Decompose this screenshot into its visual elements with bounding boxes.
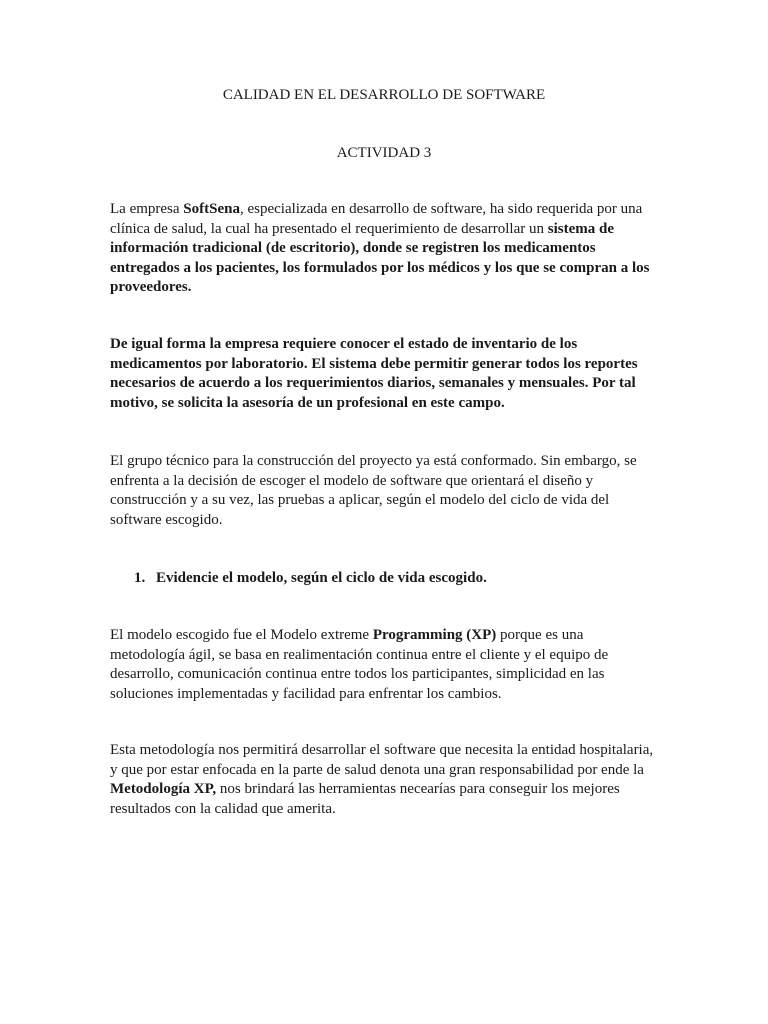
document-subtitle: ACTIVIDAD 3 (336, 145, 432, 161)
paragraph-methodology-text-c: nos brindará las herramientas necearías para conseguir los mejores resultados con la calidad que amerita. (110, 781, 620, 817)
company-name: SoftSena (183, 201, 240, 217)
list-item-number: 1. (134, 570, 146, 586)
paragraph-methodology (110, 741, 658, 819)
paragraph-intro (110, 200, 658, 298)
paragraph-model-text-a: El modelo escogido fue el Modelo extreme (110, 627, 373, 643)
paragraph-model-text-c: porque es una metodología ágil, se basa en realimentación continua entre el cliente y el equipo de desarrollo, comunicación continua entre todos los participantes, simplicidad en las soluciones implementadas y facilidad para enfrentar los cambios. (110, 627, 609, 702)
paragraph-intro-text-a: La empresa (110, 201, 184, 217)
paragraph-intro-text-c: , especializada en desarrollo de software, ha sido requerida por una clínica de salud, la cual ha presentado el requerimiento de desarrollar un (110, 201, 643, 237)
methodology-name: Metodología XP, (110, 781, 217, 797)
model-name: Programming (XP) (372, 627, 497, 643)
paragraph-inventory (110, 335, 658, 413)
paragraph-model-chosen (110, 626, 658, 704)
paragraph-inventory-text: De igual forma la empresa requiere conocer el estado de inventario de los medicamentos por laboratorio. El sistema debe permitir generar todos los reportes necesarios de acuerdo a los requerimientos diarios, semanales y mensuales. Por tal motivo, se solicita la asesoría de un profesional en este campo. (110, 336, 638, 411)
system-description: sistema de información tradicional (de escritorio), donde se registren los medicamentos entregados a los pacientes, los formulados por los médicos y los que se compran a los proveedores. (110, 220, 650, 295)
list-item (134, 569, 654, 589)
document-title: CALIDAD EN EL DESARROLLO DE SOFTWARE (222, 87, 546, 103)
paragraph-technical-group: El grupo técnico para la construcción del proyecto ya está conformado. Sin embargo, se enfrenta a la decisión de escoger el modelo de software que orientará el diseño y construcción y a su vez, las pruebas a aplicar, según el modelo del ciclo de vida del software escogido. (110, 453, 637, 528)
numbered-list (134, 569, 654, 589)
paragraph-methodology-text-a: Esta metodología nos permitirá desarrollar el software que necesita la entidad hospitalaria, y que por estar enfocada en la parte de salud denota una gran responsabilidad por ende la (110, 742, 654, 778)
list-item-text: Evidencie el modelo, según el ciclo de vida escogido. (156, 570, 487, 586)
